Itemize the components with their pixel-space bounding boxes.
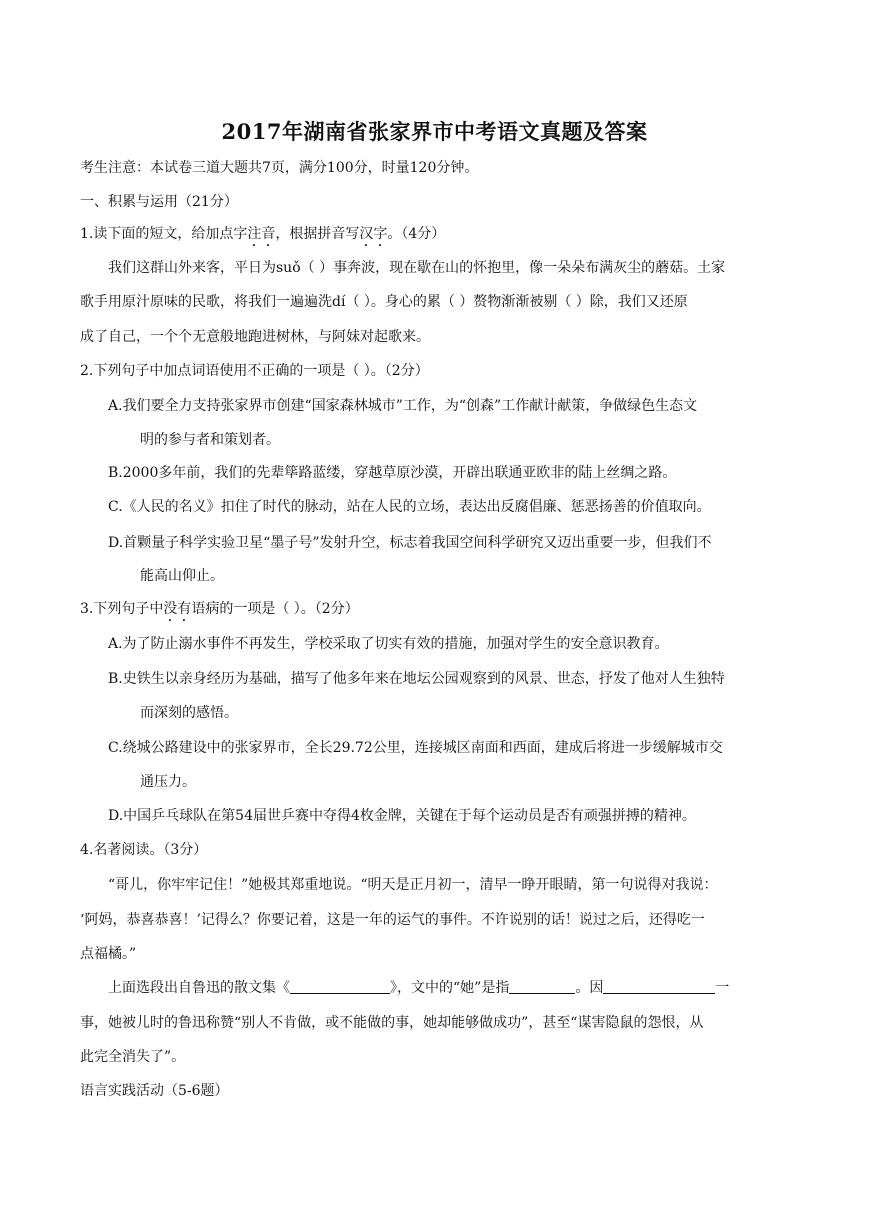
q4-fill-text: 上面选段出自鲁迅的散文集《	[108, 980, 290, 996]
q3-emphasis: 没有	[163, 601, 192, 617]
q3-option-b: B.史铁生以亲身经历为基础，描写了他多年来在地坛公园观察到的风景、世态，抒发了他对人生独特	[108, 671, 725, 687]
q3-option-c-cont: 通压力。	[140, 774, 196, 790]
question-4-heading: 4.名著阅读。（3分）	[80, 842, 208, 858]
book-title-blank[interactable]	[290, 979, 390, 994]
q2-option-d-cont: 能高山仰止。	[140, 568, 224, 584]
event-blank[interactable]	[603, 979, 715, 994]
question-3-heading	[80, 599, 359, 625]
q2-option-d: D.首颗量子科学实验卫星“墨子号”发射升空，标志着我国空间科学研究又迈出重要一步，但我们不	[108, 535, 712, 551]
q1-emphasis: 注音	[247, 226, 276, 242]
q4-fill-text: 》，文中的“她”是指	[390, 980, 510, 996]
q1-passage-line: 我们这群山外来客，平日为suǒ（ ）事奔波，现在歇在山的怀抱里，像一朵朵布满灰尘的蘑菇。土家	[108, 260, 726, 276]
q1-passage-line: 成了自己，一个个无意般地跑进树林，与阿妹对起歌来。	[80, 329, 430, 345]
q3-option-d: D.中国乒乓球队在第54届世乒赛中夺得4枚金牌，关键在于每个运动员是否有顽强拼搏的精神。	[108, 808, 696, 824]
q1-heading-part: 。（4分）	[387, 226, 446, 242]
q4-excerpt-line: “哥儿，你牢牢记住！”她极其郑重地说。“明天是正月初一，清早一睁开眼睛，第一句说得对我说：	[108, 877, 718, 893]
section-heading: 一、积累与运用（21分）	[80, 194, 238, 210]
q2-option-a-cont: 明的参与者和策划者。	[140, 432, 280, 448]
q3-option-a: A.为了防止溺水事件不再发生，学校采取了切实有效的措施，加强对学生的安全意识教育。	[108, 636, 669, 652]
section-heading: 语言实践活动（5-6题）	[80, 1083, 229, 1099]
question-2-heading: 2.下列句子中加点词语使用不正确的一项是（ ）。（2分）	[80, 363, 429, 379]
q4-excerpt-line: 点福橘。”	[80, 946, 137, 962]
q2-option-a: A.我们要全力支持张家界市创建“国家森林城市”工作，为“创森”工作献计献策，争做绿色生态文	[108, 398, 698, 414]
q3-option-c: C.绕城公路建设中的张家界市，全长29.72公里，连接城区南面和西面，建成后将进一步缓解城市交	[108, 740, 723, 756]
q4-fill-text: 一	[715, 980, 730, 996]
q2-option-c: C.《人民的名义》扣住了时代的脉动，站在人民的立场，表达出反腐倡廉、惩恶扬善的价值取向。	[108, 499, 711, 515]
q3-heading-part: 3.下列句子中	[80, 601, 164, 617]
exam-notice: 考生注意：本试卷三道大题共7页，满分100分，时量120分钟。	[80, 160, 479, 176]
q2-option-b: B.2000多年前，我们的先辈筚路蓝缕，穿越草原沙漠，开辟出联通亚欧非的陆上丝绸之路。	[108, 465, 677, 481]
q1-passage-line: 歌手用原汁原味的民歌，将我们一遍遍洗dí（ ）。身心的累（ ）赘物渐渐被剔（ ）除，我们又还原	[80, 294, 688, 310]
person-blank[interactable]	[509, 979, 575, 994]
q4-fill-text: 。因	[575, 980, 604, 996]
q4-fill-line	[108, 978, 729, 998]
q1-heading-part: 1.读下面的短文，给加点字	[80, 226, 248, 242]
q4-fill-line: 此完全消失了”。	[80, 1049, 186, 1065]
q1-emphasis: 汉字	[359, 226, 388, 242]
q4-fill-line: 事，她被儿时的鲁迅称赞“别人不肯做，或不能做的事，她却能够做成功”，甚至“谋害隐鼠的怨恨，从	[80, 1015, 704, 1031]
q4-excerpt-line: ‘阿妈，恭喜恭喜！’记得么？你要记着，这是一年的运气的事件。不许说别的话！说过之后，还得吃一	[80, 912, 705, 928]
question-1-heading	[80, 224, 445, 250]
q3-heading-part: 语病的一项是（ ）。（2分）	[191, 601, 359, 617]
page-title: 2017年湖南省张家界市中考语文真题及答案	[221, 119, 648, 144]
q1-heading-part: ，根据拼音写	[275, 226, 360, 242]
q3-option-b-cont: 而深刻的感悟。	[140, 705, 238, 721]
